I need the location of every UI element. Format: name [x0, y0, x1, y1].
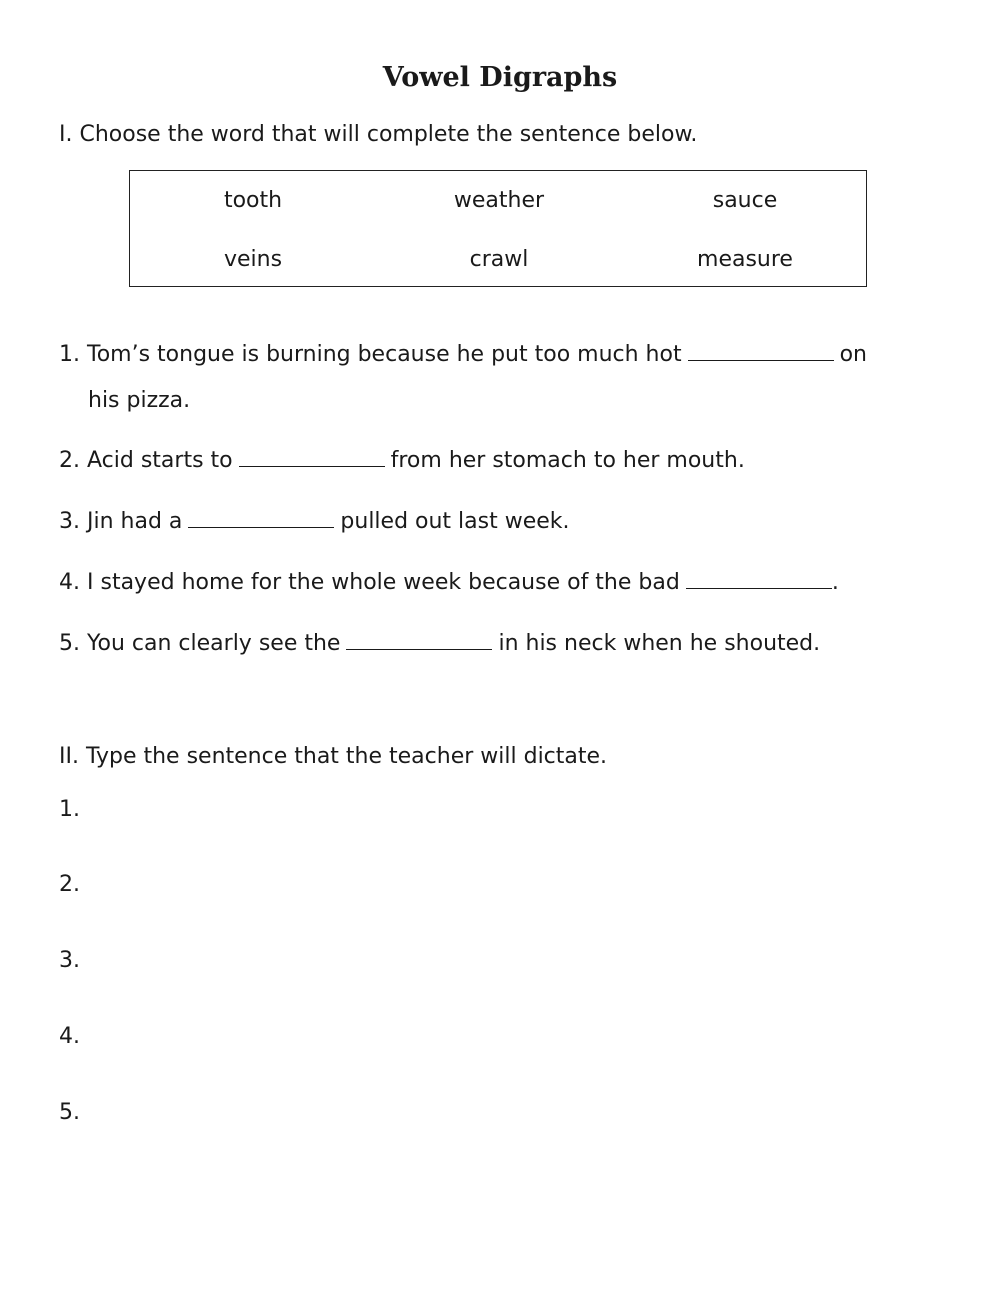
question-3: [59, 507, 570, 537]
dictation-item-4: 4.: [59, 1024, 80, 1049]
worksheet-title: Vowel Digraphs: [382, 62, 618, 93]
answer-blank[interactable]: [188, 507, 334, 528]
word-bank-word: weather: [453, 188, 545, 213]
answer-blank[interactable]: [688, 340, 834, 361]
question-text-after: from her stomach to her mouth.: [390, 448, 745, 473]
dictation-item-1: 1.: [59, 797, 80, 822]
question-text-before: Tom’s tongue is burning because he put too much hot: [87, 342, 682, 367]
question-number: 4.: [59, 570, 80, 595]
question-text-before: You can clearly see the: [87, 631, 341, 656]
question-number: 5.: [59, 631, 80, 656]
question-text-after: pulled out last week.: [340, 509, 570, 534]
answer-blank[interactable]: [686, 568, 832, 589]
question-4: [59, 568, 839, 598]
question-5: [59, 629, 820, 659]
question-text-before: Jin had a: [87, 509, 183, 534]
question-text-before: I stayed home for the whole week because of the bad: [87, 570, 680, 595]
question-number: 1.: [59, 342, 80, 367]
word-bank-word: measure: [697, 247, 793, 272]
word-bank-box: [129, 170, 867, 287]
question-1: [59, 340, 867, 370]
section2-instruction: II. Type the sentence that the teacher will dictate.: [59, 744, 608, 769]
question-text-after: on: [839, 342, 867, 367]
dictation-item-2: 2.: [59, 872, 80, 897]
word-bank-word: crawl: [469, 247, 529, 272]
answer-blank[interactable]: [239, 446, 385, 467]
word-bank-word: sauce: [712, 188, 778, 213]
answer-blank[interactable]: [346, 629, 492, 650]
word-bank-word: tooth: [223, 188, 283, 213]
question-text-after: in his neck when he shouted.: [498, 631, 821, 656]
question-text-before: Acid starts to: [87, 448, 233, 473]
question-2: [59, 446, 745, 476]
question-text-after: .: [831, 570, 839, 595]
section1-instruction: I. Choose the word that will complete the sentence below.: [59, 122, 698, 147]
word-bank-word: veins: [223, 247, 283, 272]
dictation-item-5: 5.: [59, 1100, 80, 1125]
question-number: 2.: [59, 448, 80, 473]
question-1-continuation: his pizza.: [88, 388, 191, 413]
dictation-item-3: 3.: [59, 948, 80, 973]
question-number: 3.: [59, 509, 80, 534]
